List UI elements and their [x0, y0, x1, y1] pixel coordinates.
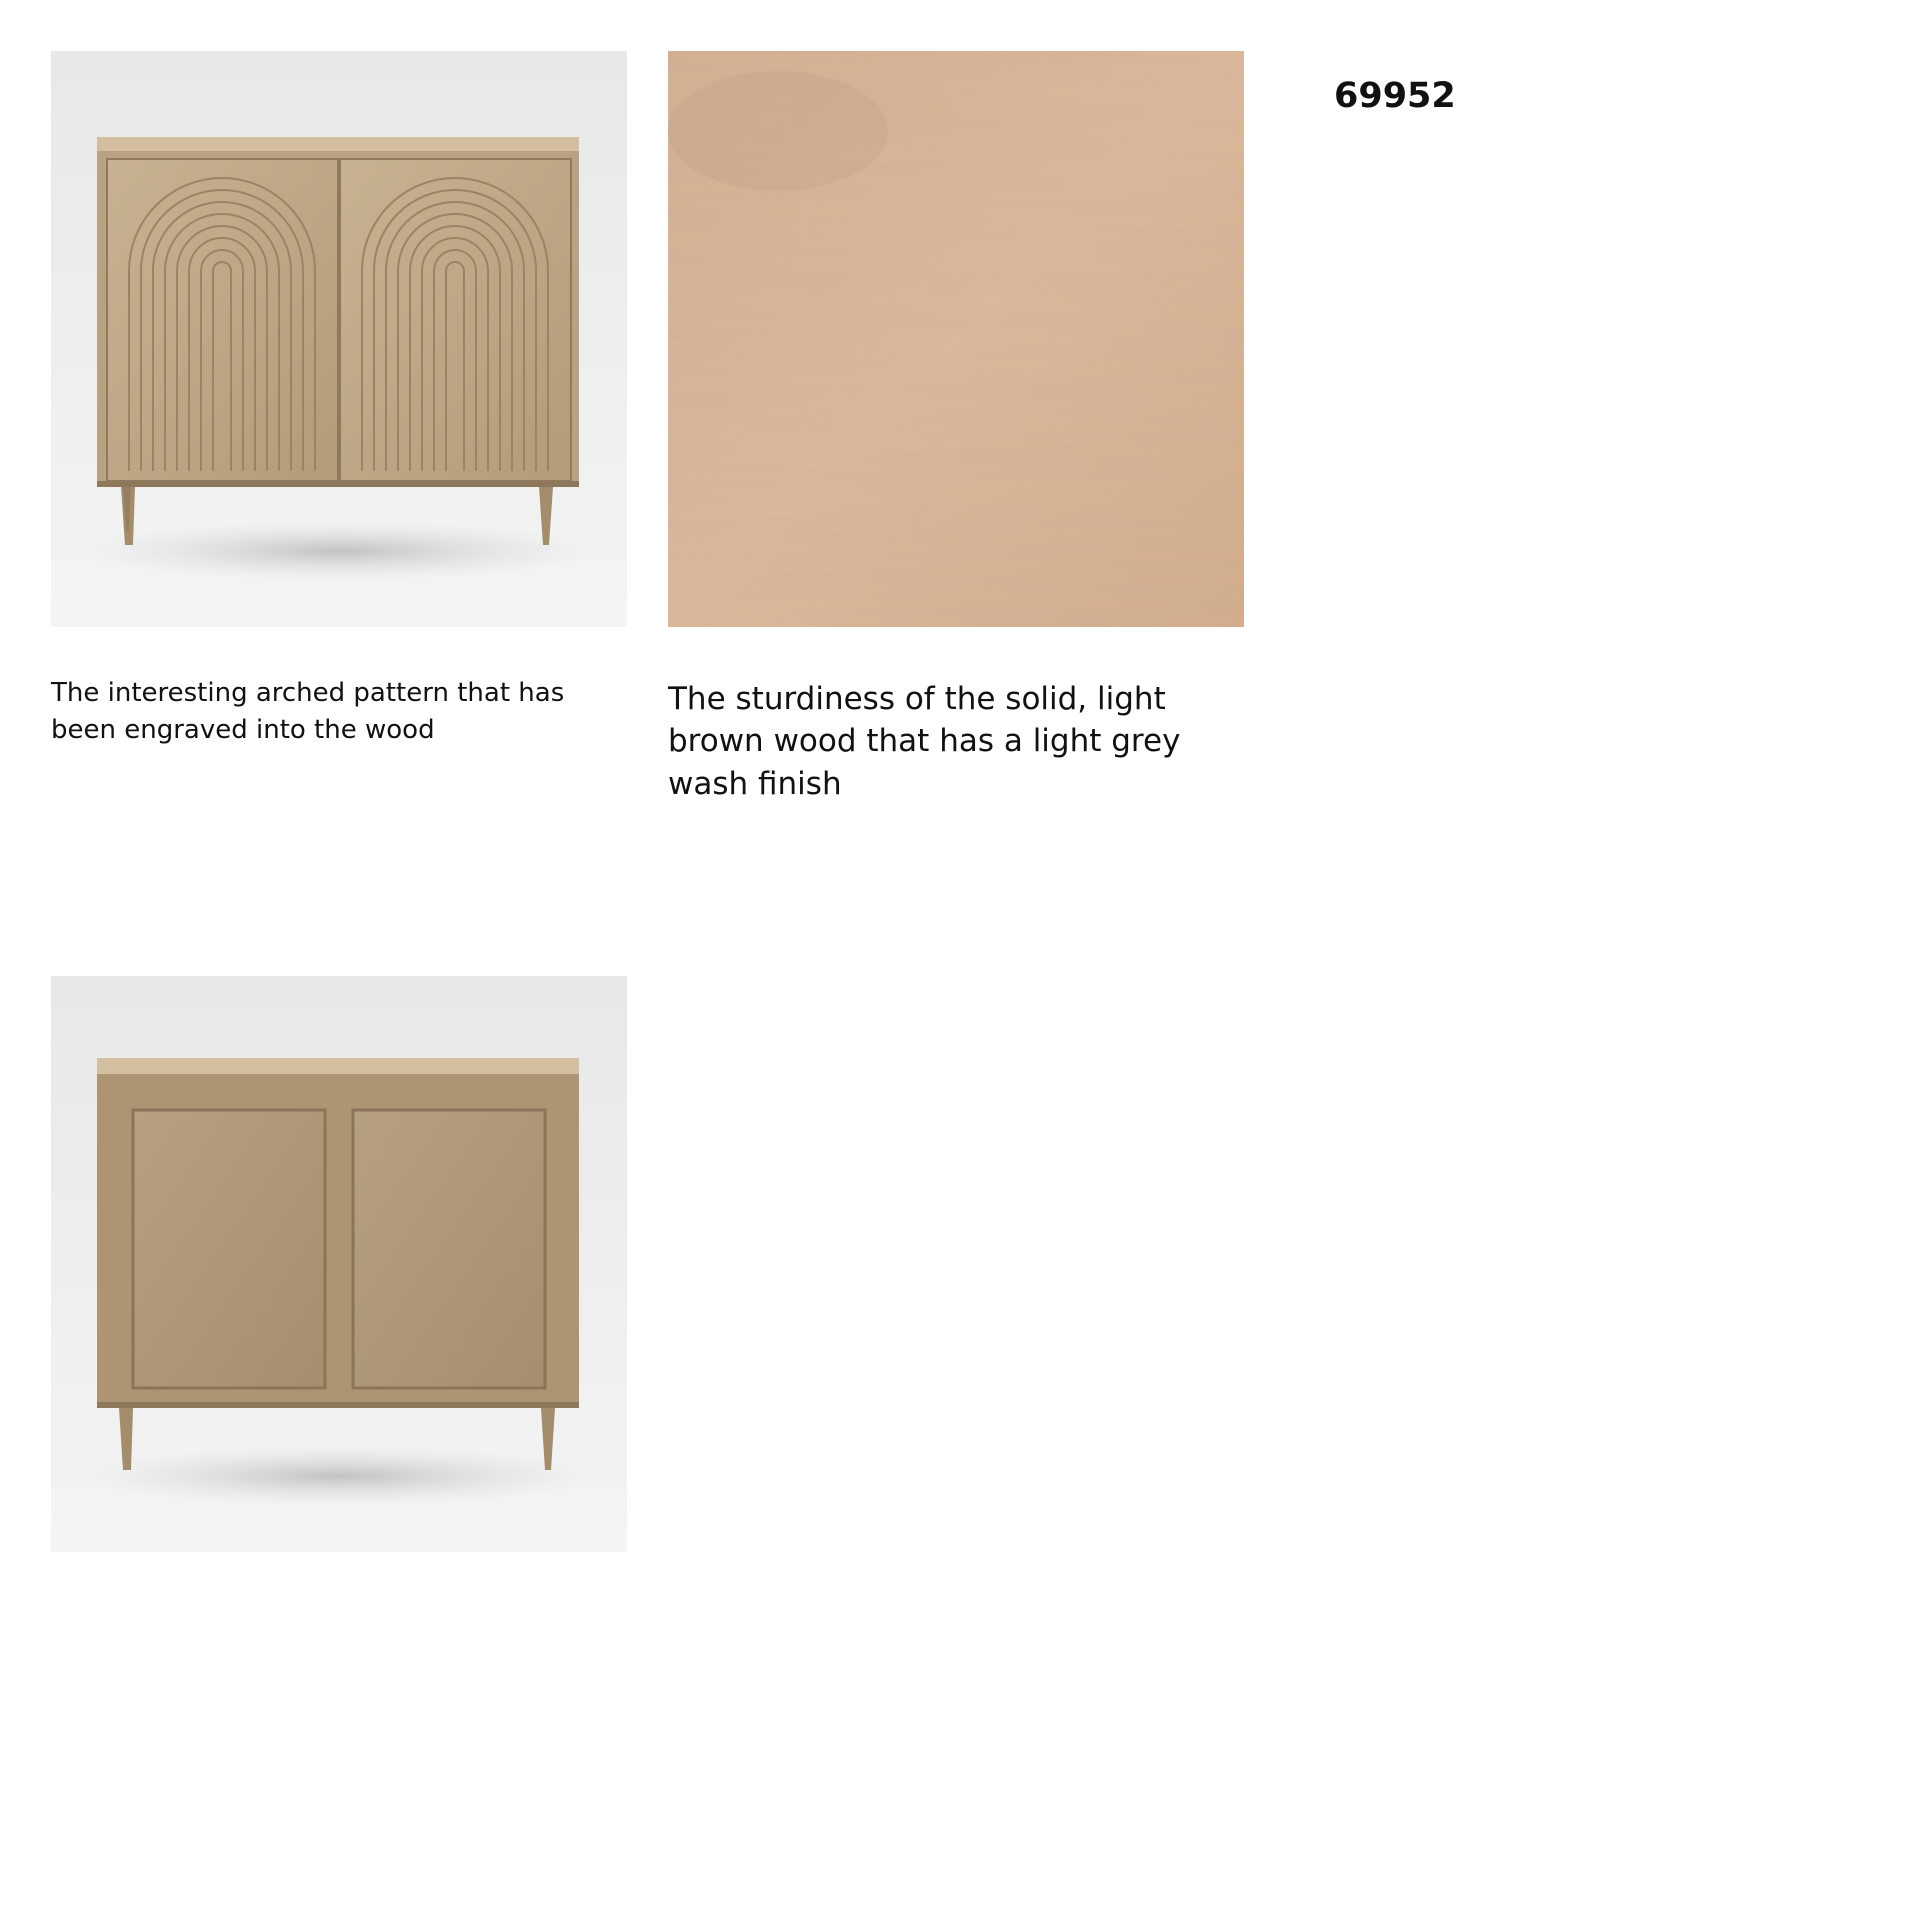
cabinet-front-photo: [51, 51, 627, 627]
cabinet-back-photo: [51, 976, 627, 1552]
product-code: 69952: [1334, 76, 1456, 116]
caption-engraved-pattern: The interesting arched pattern that has been engraved into the wood: [51, 678, 565, 745]
caption-wood-finish: The sturdiness of the solid, light brown wood that has a light grey wash finish: [668, 681, 1181, 802]
wood-grain-closeup-photo: [668, 51, 1244, 627]
